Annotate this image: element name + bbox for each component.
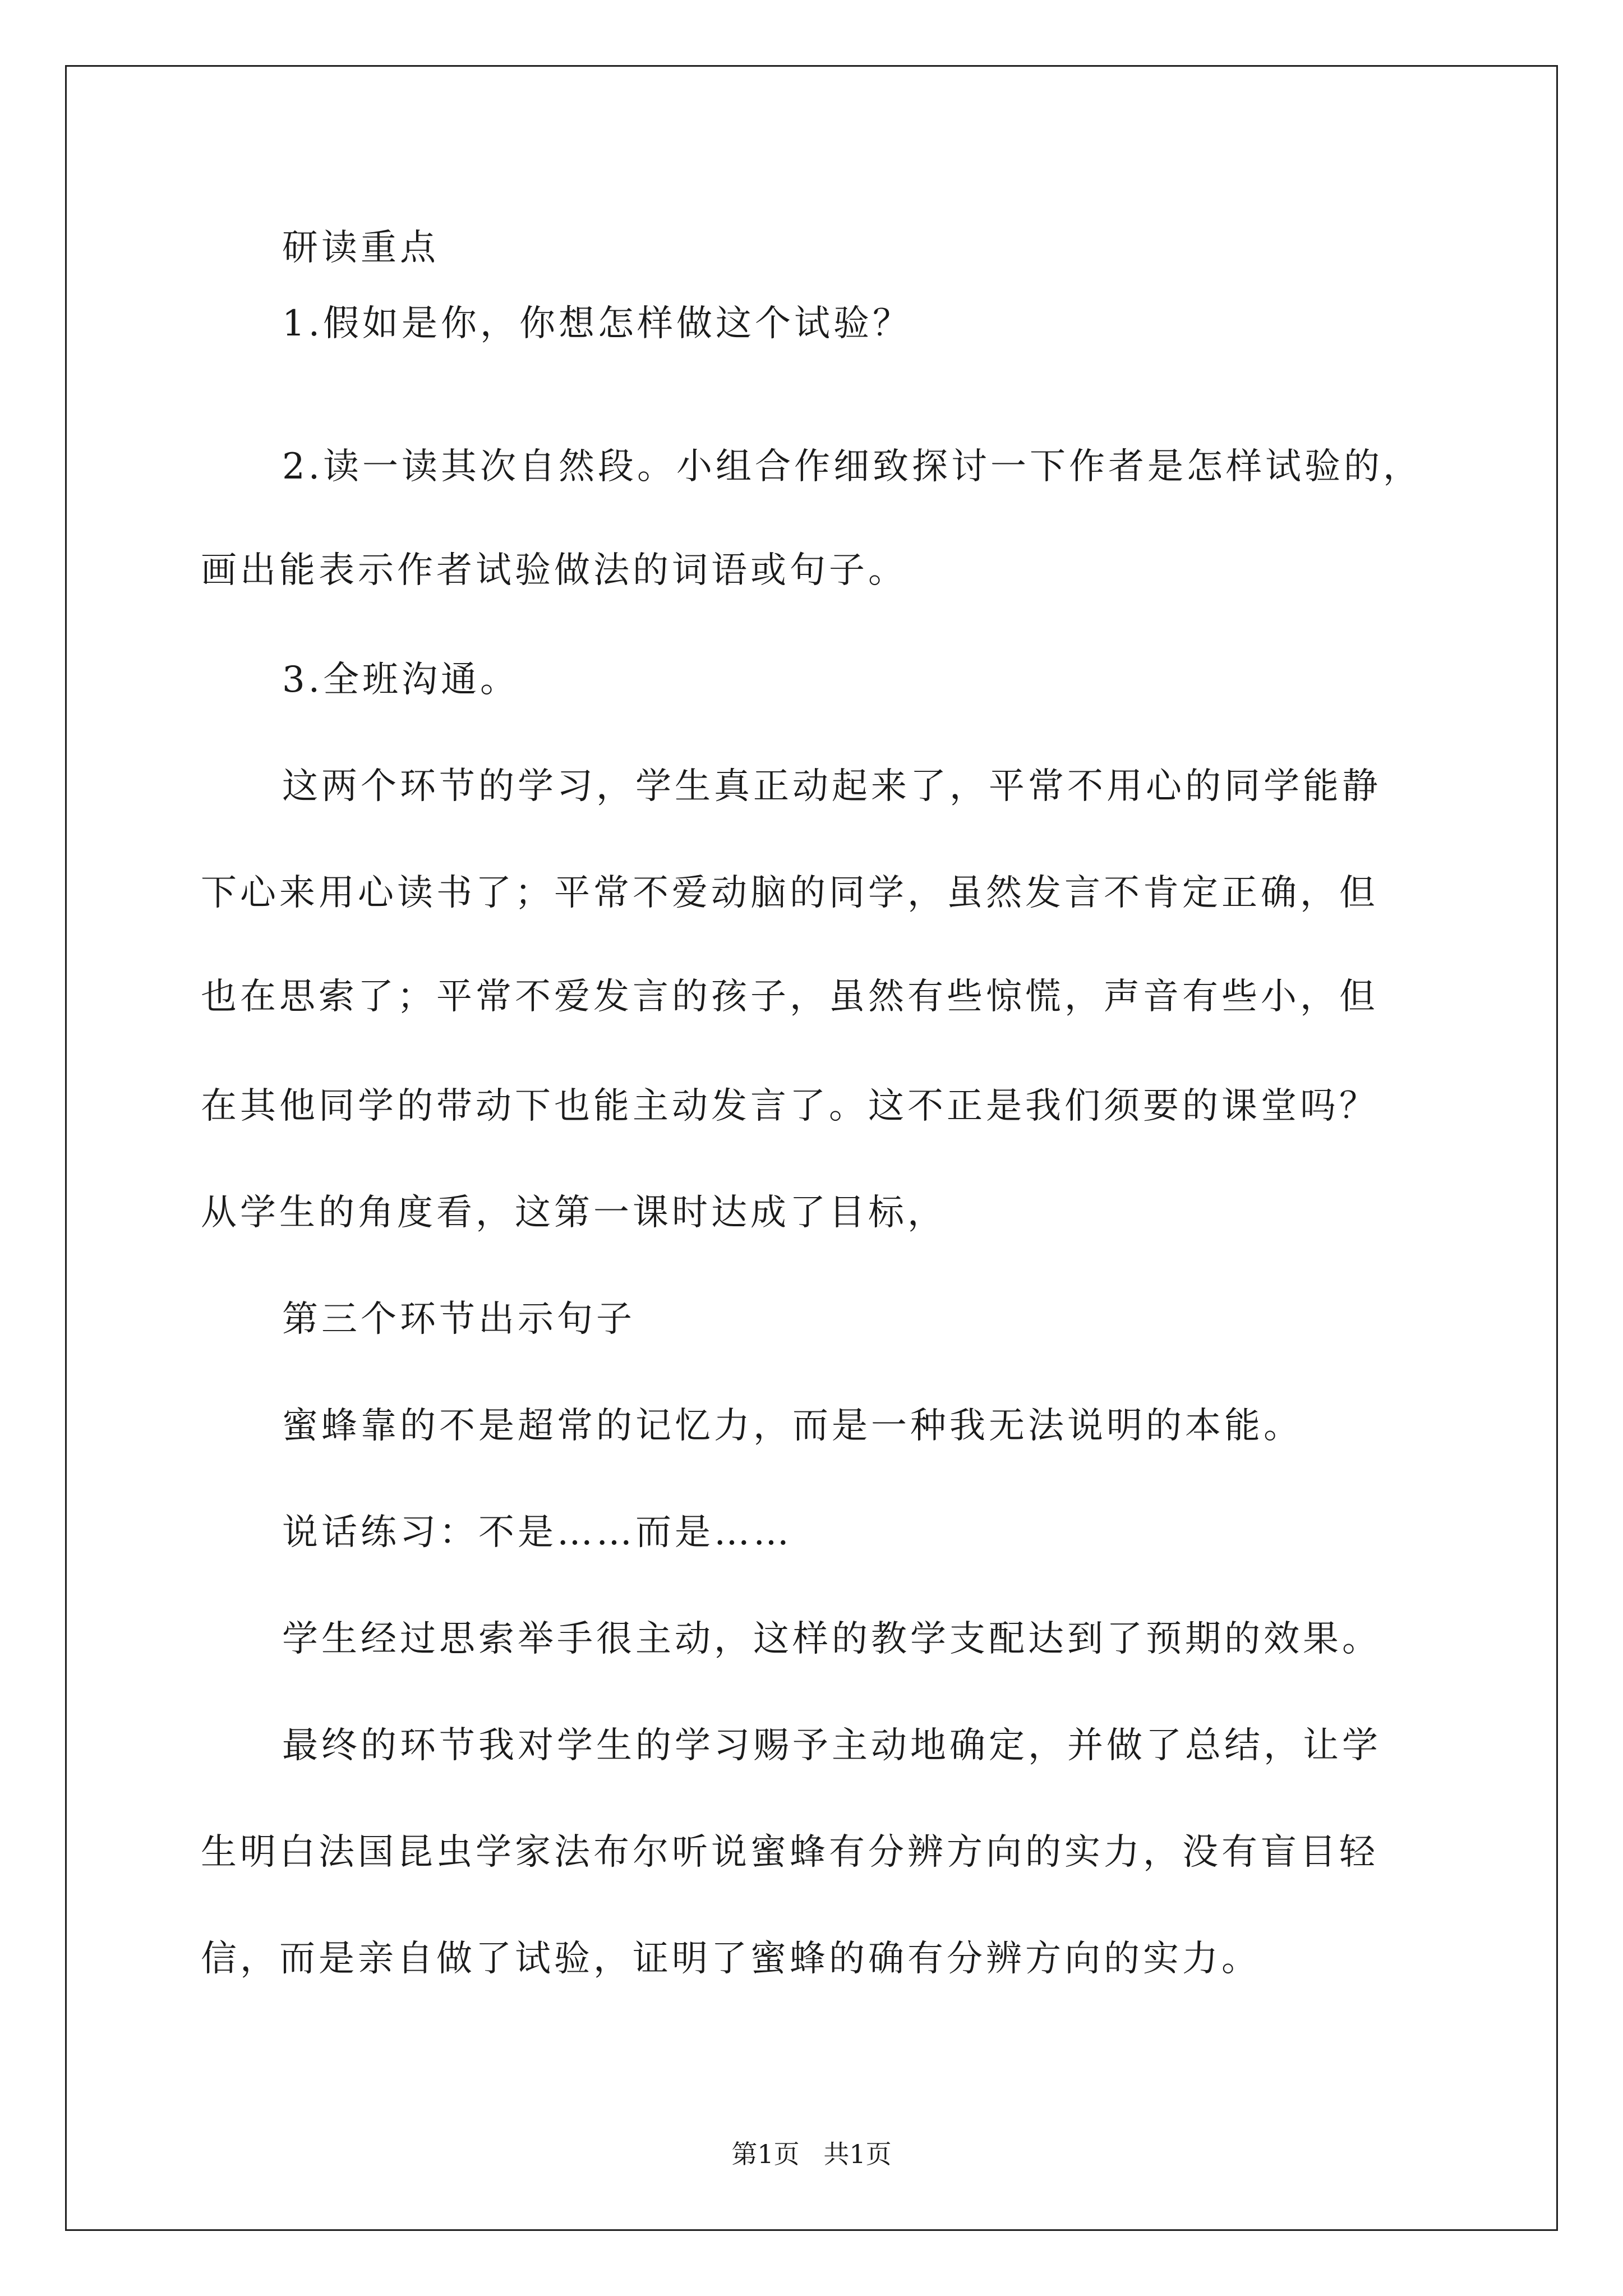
page-border (65, 65, 1558, 2231)
paragraph-speaking-practice: 说话练习：不是……而是…… (282, 1512, 792, 1553)
page-number-current: 第1页 (731, 2139, 800, 2169)
paragraph-item-1: 1.假如是你，你想怎样做这个试验？ (282, 303, 912, 344)
paragraph-example-sentence: 蜜蜂靠的不是超常的记忆力，而是一种我无法说明的本能。 (282, 1405, 1303, 1447)
paragraph-summary-line-1: 最终的环节我对学生的学习赐予主动地确定，并做了总结，让学 (282, 1725, 1381, 1766)
heading-focus: 研读重点 (282, 227, 439, 269)
paragraph-summary-line-2: 生明白法国昆虫学家法布尔听说蜜蜂有分辨方向的实力，没有盲目轻 (201, 1832, 1378, 1873)
paragraph-summary-line-3: 信，而是亲自做了试验，证明了蜜蜂的确有分辨方向的实力。 (201, 1938, 1261, 1980)
paragraph-third-step: 第三个环节出示句子 (282, 1299, 635, 1340)
paragraph-reflection-line-3: 也在思索了；平常不爱发言的孩子，虽然有些惊慌，声音有些小，但 (201, 976, 1378, 1018)
page-number-total: 共1页 (823, 2139, 892, 2169)
page-footer (0, 2141, 1623, 2167)
paragraph-item-2-line-1: 2.读一读其次自然段。小组合作细致探讨一下作者是怎样试验的， (282, 446, 1423, 487)
paragraph-reflection-line-1: 这两个环节的学习，学生真正动起来了，平常不用心的同学能静 (282, 766, 1381, 807)
paragraph-reflection-line-4: 在其他同学的带动下也能主动发言了。这不正是我们须要的课堂吗？ (201, 1085, 1378, 1127)
paragraph-item-3: 3.全班沟通。 (282, 659, 520, 701)
paragraph-effect: 学生经过思索举手很主动，这样的教学支配达到了预期的效果。 (282, 1618, 1381, 1660)
paragraph-reflection-line-2: 下心来用心读书了；平常不爱动脑的同学，虽然发言不肯定正确，但 (201, 872, 1378, 914)
paragraph-reflection-line-5: 从学生的角度看，这第一课时达成了目标， (201, 1192, 947, 1234)
paragraph-item-2-line-2: 画出能表示作者试验做法的词语或句子。 (201, 550, 907, 591)
